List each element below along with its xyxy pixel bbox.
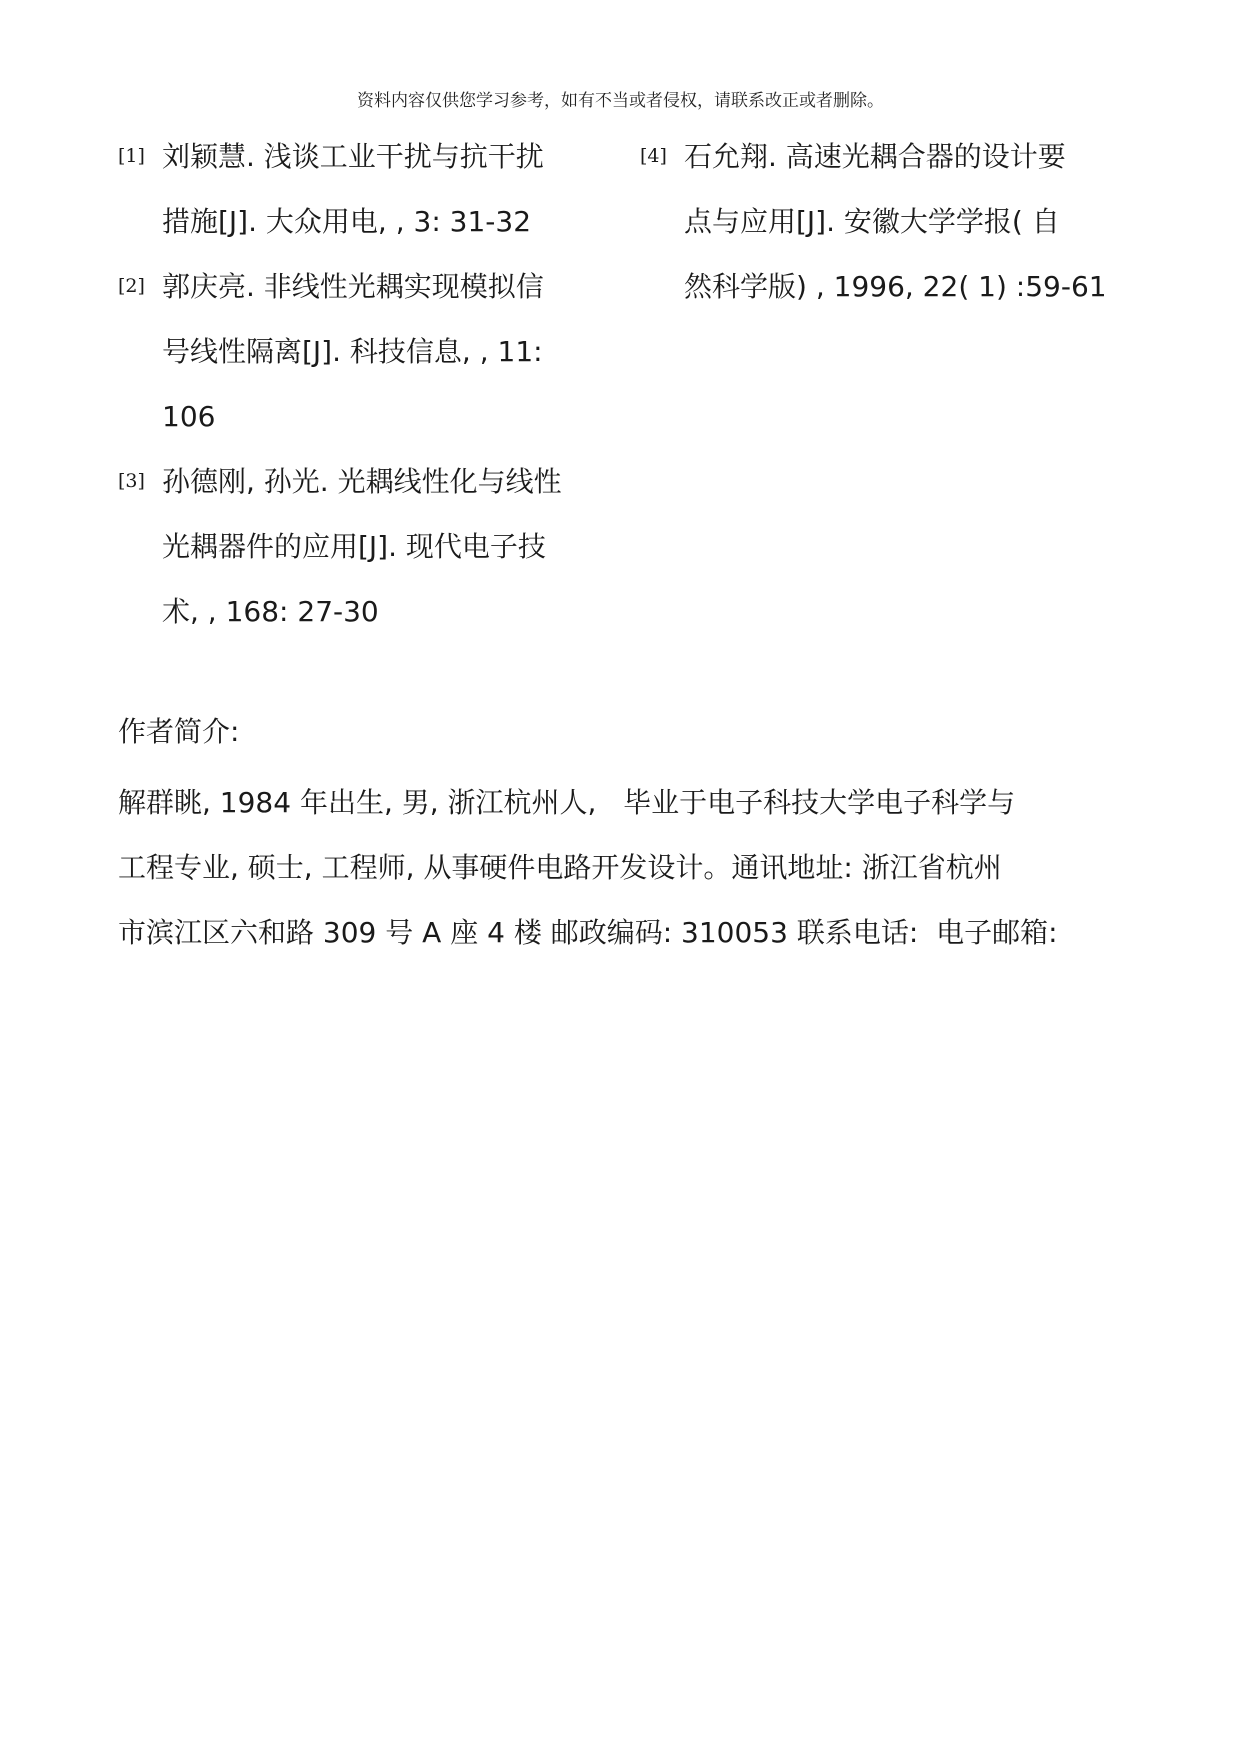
author-bio-line: 工程专业, 硕士, 工程师, 从事硬件电路开发设计。通讯地址: 浙江省杭州 xyxy=(118,851,1002,884)
references-left-column xyxy=(118,124,618,644)
reference-text: 石允翔. 高速光耦合器的设计要 点与应用[J]. 安徽大学学报( 自 然科学版) , 1996, 22( 1) :59-61 xyxy=(684,140,1107,303)
reference-text: 孙德刚, 孙光. 光耦线性化与线性 光耦器件的应用[J]. 现代电子技 术, , 168: 27-30 xyxy=(162,465,562,628)
reference-text: 刘颖慧. 浅谈工业干扰与抗干扰 措施[J]. 大众用电, , 3: 31-32 xyxy=(162,140,544,238)
reference-item xyxy=(118,124,618,254)
reference-item xyxy=(640,124,1160,319)
references-right-column xyxy=(640,124,1160,319)
author-bio-body xyxy=(118,770,1138,965)
copyright-notice: 资料内容仅供您学习参考，如有不当或者侵权，请联系改正或者删除。 xyxy=(357,91,884,111)
reference-number: [1] xyxy=(118,145,145,167)
reference-number: [2] xyxy=(118,275,145,297)
reference-item xyxy=(118,254,618,449)
reference-number: [4] xyxy=(640,145,667,167)
author-bio-line: 解群眺, 1984 年出生, 男, 浙江杭州人, 毕业于电子科技大学电子科学与 xyxy=(118,786,1016,819)
reference-item xyxy=(118,449,618,644)
author-bio-title: 作者简介: xyxy=(118,715,240,748)
author-bio-line: 市滨江区六和路 309 号 A 座 4 楼 邮政编码: 310053 联系电话: 电子邮箱: xyxy=(118,916,1058,949)
reference-number: [3] xyxy=(118,470,145,492)
reference-text: 郭庆亮. 非线性光耦实现模拟信 号线性隔离[J]. 科技信息, , 11: 106 xyxy=(162,270,544,433)
